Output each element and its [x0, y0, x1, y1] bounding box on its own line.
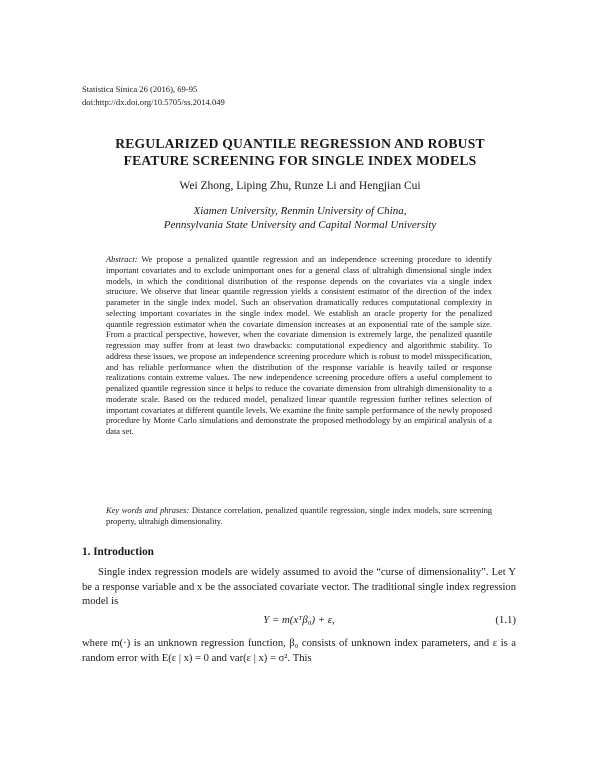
keywords — [106, 505, 492, 527]
abstract-text: We propose a penalized quantile regression and an independence screening procedure to identify important covariates and to exclude unimportant ones for a general class of ultrahigh dimensional single index models, in which the conditional distribution of the response depends on the covariates via a single index structure. We observe that linear quantile regression yields a consistent estimator of the direction of the index parameter in the single index model. Such an observation dramatically reduces computational complexity in selecting important covariates in the single index model. We establish an oracle property for the penalized quantile regression estimator when the covariate dimension increases at an exponential rate of the sample size. From a practical perspective, however, when the covariate dimension is extremely large, the penalized quantile regression may suffer from at least two drawbacks: computational expediency and algorithmic stability. To address these issues, we propose an independence screening procedure which is robust to model misspecification, and has reliable performance when the distribution of the response variable is heavily tailed or response realizations contain extreme values. The new independence screening procedure offers a useful complement to penalized quantile regression since it helps to reduce the covariate dimension from ultrahigh dimensionality to a moderate scale. Based on the reduced model, penalized linear quantile regression further refines selection of important covariates at different quantile levels. We examine the finite sample performance of the newly proposed procedure by Monte Carlo simulations and demonstrate the proposed methodology by an empirical analysis of a data set. — [106, 254, 492, 436]
title-line-2: FEATURE SCREENING FOR SINGLE INDEX MODELS — [123, 152, 477, 168]
equation-body: Y = m(xᵀβ₀) + ε, — [263, 614, 335, 626]
journal-citation: Statistica Sinica 26 (2016), 69-95 — [82, 84, 198, 94]
equation-number: (1.1) — [495, 614, 516, 626]
affiliation-line-1: Xiamen University, Renmin University of China, — [193, 205, 407, 217]
abstract-label: Abstract: — [106, 254, 138, 264]
paper-title — [60, 136, 540, 169]
doi-link[interactable]: doi:http://dx.doi.org/10.5705/ss.2014.049 — [82, 96, 225, 107]
keywords-label: Key words and phrases: — [106, 505, 190, 515]
abstract — [106, 254, 492, 437]
affiliations — [60, 204, 540, 232]
title-line-1: REGULARIZED QUANTILE REGRESSION AND ROBUST — [115, 136, 485, 151]
intro-paragraph-2: where m(·) is an unknown regression function, β₀ consists of unknown index parameters, and ε is a random error with E(ε | x) = 0 and var(ε | x) = σ². This — [82, 638, 516, 664]
section-heading: 1. Introduction — [82, 546, 154, 558]
keywords-text: Distance correlation, penalized quantile regression, single index models, sure screening property, ultrahigh dimensionality. — [106, 505, 493, 526]
intro-paragraph-1: Single index regression models are widely assumed to avoid the “curse of dimensionality”. Let Y be a response variable and x be the associated covariate vector. The traditional single index regression model is — [82, 567, 516, 608]
author-list: Wei Zhong, Liping Zhu, Runze Li and Hengjian Cui — [179, 180, 421, 192]
journal-header — [82, 83, 225, 108]
affiliation-line-2: Pennsylvania State University and Capital Normal University — [163, 219, 437, 231]
